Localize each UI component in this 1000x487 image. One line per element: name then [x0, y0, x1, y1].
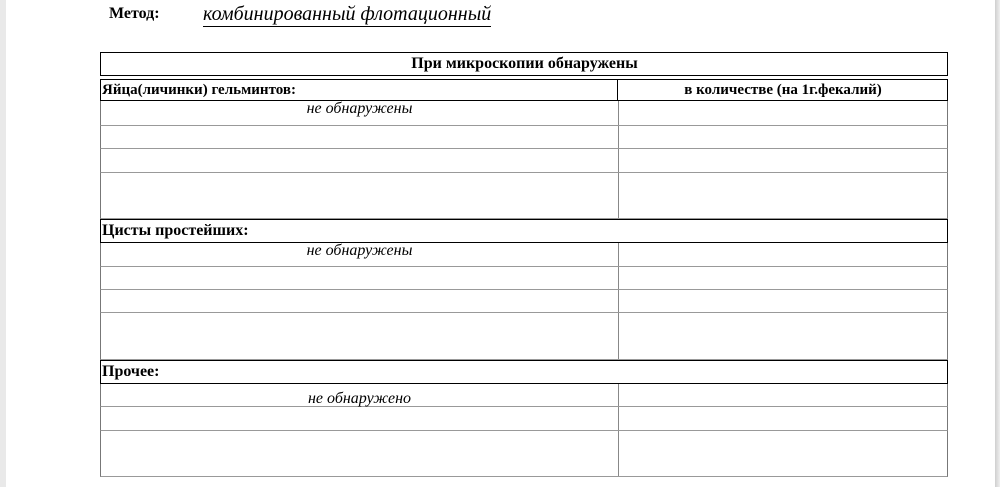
other-section-header: Прочее: [100, 360, 948, 384]
cysts-section-header: Цисты простейших: [100, 219, 948, 243]
other-result: не обнаружено [307, 390, 411, 407]
table-row [100, 101, 948, 126]
method-value: комбинированный флотационный [203, 3, 492, 25]
table-row [100, 173, 948, 219]
table-row [100, 290, 948, 313]
table-row [100, 384, 948, 407]
table-title: При микроскопии обнаружены [100, 52, 948, 76]
helminths-header: Яйца(личинки) гельминтов: [102, 82, 296, 98]
table-row [100, 126, 948, 149]
table-row [100, 407, 948, 431]
table-row [100, 313, 948, 360]
table-row [100, 243, 948, 267]
helminths-result: не обнаружены [306, 100, 413, 117]
page-edge-shadow [995, 0, 1000, 487]
quantity-header: в количестве (на 1г.фекалий) [617, 80, 948, 100]
method-label: Метод: [109, 5, 160, 22]
cysts-result: не обнаружены [306, 242, 413, 259]
table-row [100, 431, 948, 477]
table-row [100, 149, 948, 173]
table-header-row [100, 79, 948, 101]
table-row [100, 267, 948, 290]
